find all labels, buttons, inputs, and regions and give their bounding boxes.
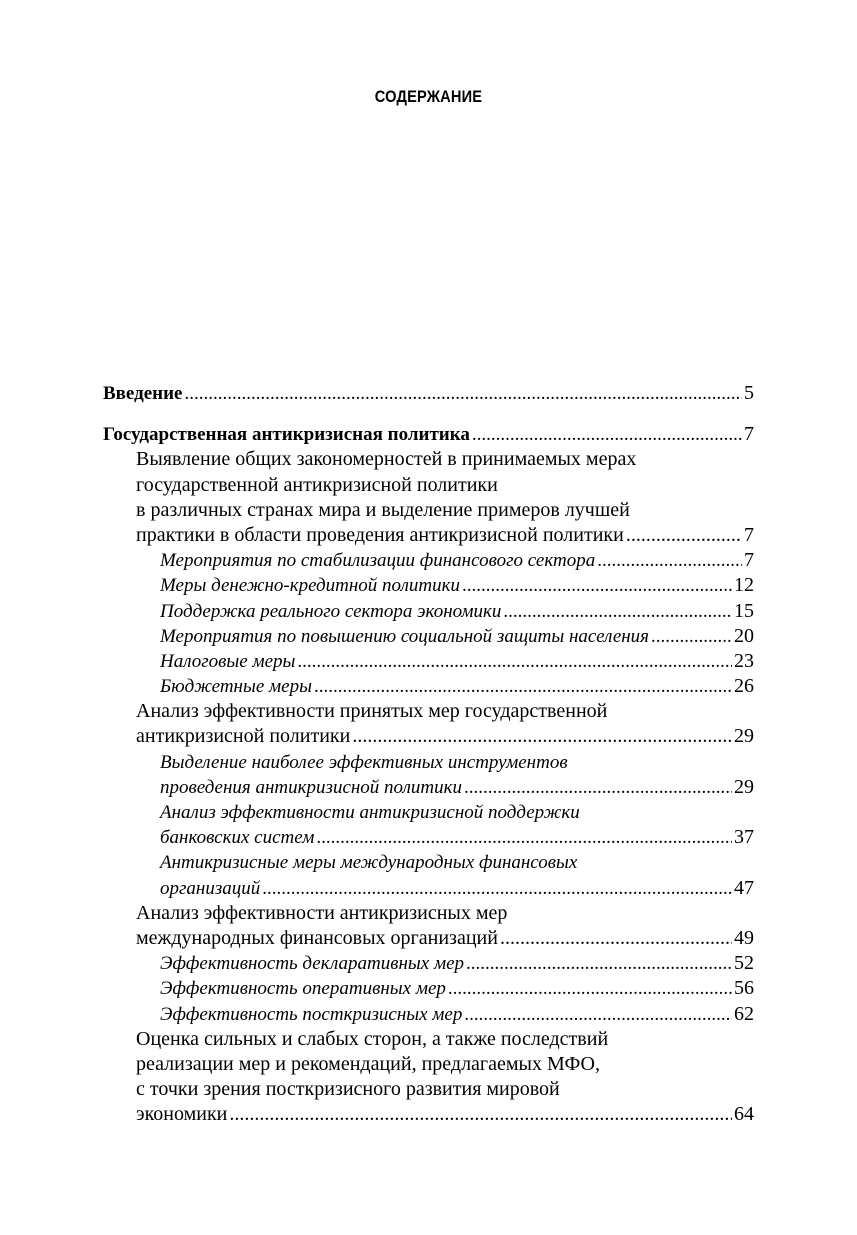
leader-dots bbox=[500, 926, 732, 951]
toc-entry-subsection-1-4[interactable] bbox=[103, 1102, 754, 1127]
toc-entry-text-line: Выделение наиболее эффективных инструментов bbox=[160, 751, 568, 773]
toc-entry-text-line: Анализ эффективности принятых мер государственной bbox=[136, 700, 608, 723]
toc-page-number: 7 bbox=[744, 423, 754, 446]
toc-entry-title: Меры денежно-кредитной политики bbox=[160, 575, 460, 597]
leader-dots bbox=[185, 381, 743, 406]
toc-entry-item[interactable] bbox=[103, 573, 754, 598]
toc-entry-intro[interactable] bbox=[103, 381, 754, 406]
toc-entry-item[interactable] bbox=[103, 825, 754, 850]
leader-dots bbox=[464, 1002, 732, 1027]
toc-page-number: 20 bbox=[734, 624, 754, 647]
leader-dots bbox=[464, 775, 732, 800]
toc-entry-section-1[interactable] bbox=[103, 422, 754, 447]
leader-dots bbox=[503, 599, 732, 624]
toc-entry-text-line: в различных странах мира и выделение примеров лучшей bbox=[136, 498, 630, 521]
toc-entry-title: Эффективность декларативных мер bbox=[160, 953, 464, 975]
leader-dots bbox=[651, 624, 732, 649]
toc-entry-title: организаций bbox=[160, 877, 261, 899]
toc-entry-title: Бюджетные меры bbox=[160, 676, 312, 698]
toc-entry-title: антикризисной политики bbox=[136, 725, 351, 748]
toc-entry-title: Введение bbox=[103, 383, 183, 404]
toc-page-number: 7 bbox=[744, 549, 754, 572]
toc-entry-text-line: Антикризисные меры международных финансовых bbox=[160, 852, 578, 874]
toc-entry-text-line: с точки зрения посткризисного развития мировой bbox=[136, 1078, 560, 1101]
leader-dots bbox=[316, 825, 732, 850]
toc-entry-title: Эффективность посткризисных мер bbox=[160, 1003, 463, 1025]
toc-entry-item[interactable] bbox=[103, 951, 754, 976]
toc-entry-text-line: Выявление общих закономерностей в принимаемых мерах bbox=[136, 448, 637, 471]
toc-page-number: 64 bbox=[734, 1103, 754, 1126]
toc-entry-item[interactable] bbox=[103, 976, 754, 1001]
toc-entry-text-line: Оценка сильных и слабых сторон, а также последствий bbox=[136, 1027, 609, 1050]
leader-dots bbox=[314, 674, 732, 699]
toc-entry-title: практики в области проведения антикризисной политики bbox=[136, 523, 624, 546]
leader-dots bbox=[297, 649, 732, 674]
toc-entry-text-line: государственной антикризисной политики bbox=[136, 473, 498, 496]
toc-page-number: 47 bbox=[734, 876, 754, 899]
leader-dots bbox=[462, 573, 732, 598]
leader-dots bbox=[448, 976, 732, 1001]
leader-dots bbox=[472, 422, 742, 447]
toc-entry-text-line: реализации мер и рекомендаций, предлагаемых МФО, bbox=[136, 1052, 600, 1075]
toc-entry-title: Государственная антикризисная политика bbox=[103, 424, 470, 446]
toc-page-number: 37 bbox=[734, 826, 754, 849]
toc-entry-title: Мероприятия по повышению социальной защиты населения bbox=[160, 625, 650, 647]
toc-page-number: 49 bbox=[734, 926, 754, 949]
toc-entry-item[interactable] bbox=[103, 1002, 754, 1027]
table-of-contents bbox=[103, 381, 754, 1127]
leader-dots bbox=[262, 876, 732, 901]
toc-entry-title: международных финансовых организаций bbox=[136, 926, 498, 949]
leader-dots bbox=[597, 548, 742, 573]
toc-entry-item[interactable] bbox=[103, 624, 754, 649]
toc-entry-title: проведения антикризисной политики bbox=[160, 776, 462, 798]
toc-page-number: 29 bbox=[734, 725, 754, 748]
toc-entry-title: Поддержка реального сектора экономики bbox=[160, 600, 502, 622]
toc-entry-item[interactable] bbox=[103, 775, 754, 800]
toc-page-number: 15 bbox=[734, 599, 754, 622]
toc-entry-item[interactable] bbox=[103, 876, 754, 901]
toc-page-number: 12 bbox=[734, 574, 754, 597]
toc-entry-item[interactable] bbox=[103, 599, 754, 624]
toc-page-number: 7 bbox=[744, 523, 754, 546]
toc-entry-item[interactable] bbox=[103, 649, 754, 674]
page-title: СОДЕРЖАНИЕ bbox=[374, 87, 483, 106]
toc-entry-title: банковских систем bbox=[160, 827, 315, 849]
toc-entry-subsection-1-2[interactable] bbox=[103, 724, 754, 749]
toc-page-number: 26 bbox=[734, 675, 754, 698]
toc-page-number: 56 bbox=[734, 977, 754, 1000]
leader-dots bbox=[626, 523, 742, 548]
toc-entry-title: Эффективность оперативных мер bbox=[160, 978, 446, 1000]
leader-dots bbox=[229, 1102, 732, 1127]
toc-entry-subsection-1-1[interactable] bbox=[103, 523, 754, 548]
toc-page-number: 5 bbox=[744, 382, 754, 404]
leader-dots bbox=[352, 724, 732, 749]
toc-page-number: 29 bbox=[734, 775, 754, 798]
toc-page-number: 62 bbox=[734, 1002, 754, 1025]
leader-dots bbox=[466, 951, 732, 976]
toc-page-number: 52 bbox=[734, 952, 754, 975]
toc-entry-text-line: Анализ эффективности антикризисных мер bbox=[136, 901, 508, 924]
toc-entry-text-line: Анализ эффективности антикризисной поддержки bbox=[160, 802, 580, 823]
toc-entry-item[interactable] bbox=[103, 674, 754, 699]
toc-page-number: 23 bbox=[734, 649, 754, 672]
toc-entry-item[interactable] bbox=[103, 548, 754, 573]
toc-entry-title: Мероприятия по стабилизации финансового сектора bbox=[160, 550, 596, 572]
toc-entry-title: экономики bbox=[136, 1103, 228, 1126]
toc-entry-subsection-1-3[interactable] bbox=[103, 926, 754, 951]
toc-entry-title: Налоговые меры bbox=[160, 650, 296, 672]
